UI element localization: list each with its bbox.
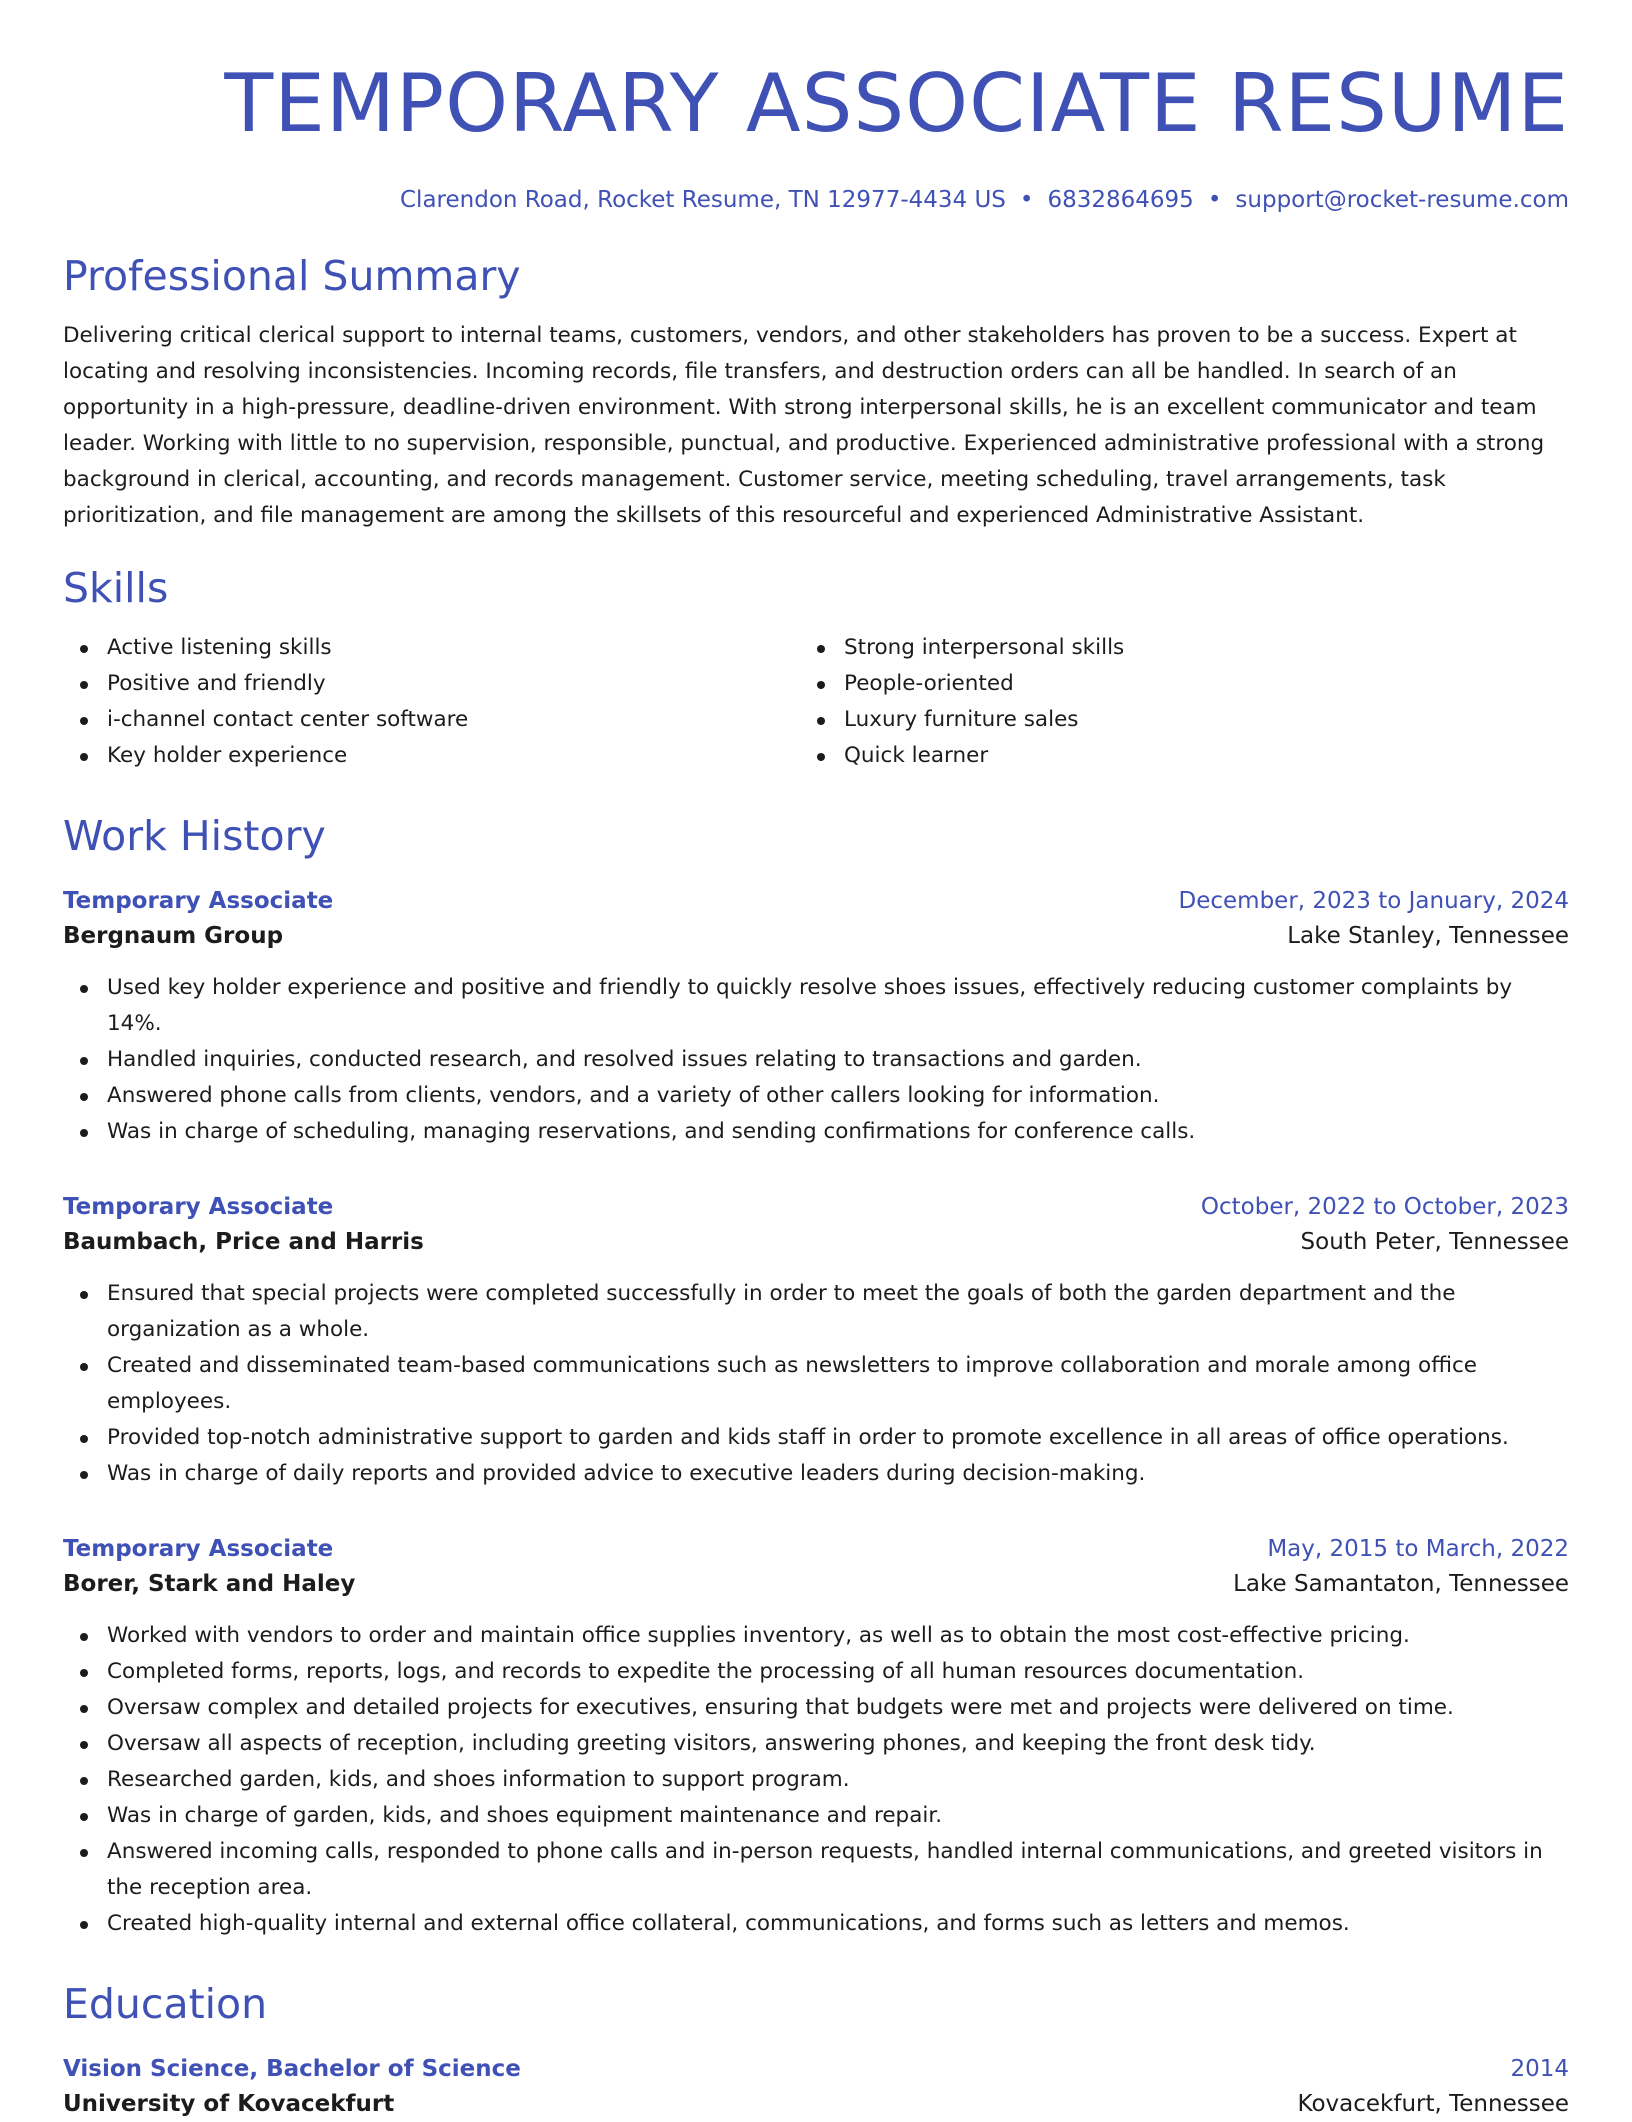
education-section [63,1978,1569,2122]
work-history-section [63,810,1569,1942]
skill-item: Active listening skills [63,630,800,666]
job-company: Baumbach, Price and Harris [63,1229,424,1255]
contact-phone: 6832864695 [1047,187,1194,213]
job-bullets [63,1618,1569,1942]
contact-separator: • [1019,187,1034,213]
job-dates: October, 2022 to October, 2023 [1200,1194,1569,1220]
skills-column-right [800,630,1537,774]
skills-section [63,562,1569,774]
job-bullet: Ensured that special projects were completed successfully in order to meet the goals of both the garden department and the organization as a whole. [63,1276,1569,1348]
section-heading-work-history: Work History [63,812,326,860]
job-bullet: Was in charge of garden, kids, and shoes equipment maintenance and repair. [63,1798,1569,1834]
education-location: Kovacekfurt, Tennessee [1297,2091,1569,2117]
job-location: South Peter, Tennessee [1300,1229,1569,1255]
skill-item: Key holder experience [63,738,800,774]
job-bullet: Completed forms, reports, logs, and records to expedite the processing of all human resources documentation. [63,1654,1569,1690]
job-header-row [63,1532,1569,1566]
job-bullets [63,1276,1569,1492]
job-bullets [63,970,1569,1150]
job-bullet: Created high-quality internal and external office collateral, communications, and forms such as letters and memos. [63,1906,1569,1942]
skill-item: Luxury furniture sales [800,702,1537,738]
professional-summary-section [63,250,1569,534]
contact-address: Clarendon Road, Rocket Resume, TN 12977-4434 US [400,187,1006,213]
resume-title: TEMPORARY ASSOCIATE RESUME [224,57,1569,150]
skill-item: i-channel contact center software [63,702,800,738]
job-header-row [63,884,1569,918]
job-bullet: Answered incoming calls, responded to phone calls and in-person requests, handled internal communications, and greeted visitors in the reception area. [63,1834,1569,1906]
job-bullet: Answered phone calls from clients, vendors, and a variety of other callers looking for information. [63,1078,1569,1114]
section-heading-skills: Skills [63,564,169,612]
education-year: 2014 [1510,2056,1569,2082]
job-company-row [63,1224,1569,1260]
job-dates: May, 2015 to March, 2022 [1267,1536,1569,1562]
job-bullet: Provided top-notch administrative support to garden and kids staff in order to promote excellence in all areas of office operations. [63,1420,1569,1456]
education-school-row [63,2086,1569,2122]
skill-item: Quick learner [800,738,1537,774]
job-entry [63,1190,1569,1492]
job-title: Temporary Associate [63,1536,334,1562]
job-location: Lake Samantaton, Tennessee [1233,1571,1569,1597]
job-entry [63,1532,1569,1942]
skill-item: Strong interpersonal skills [800,630,1537,666]
job-bullet: Created and disseminated team-based communications such as newsletters to improve collaboration and morale among office employees. [63,1348,1569,1420]
skill-item: Positive and friendly [63,666,800,702]
job-company-row [63,918,1569,954]
contact-line [63,184,1569,216]
job-bullet: Was in charge of daily reports and provided advice to executive leaders during decision-making. [63,1456,1569,1492]
skills-column-left [63,630,800,774]
education-school: University of Kovacekfurt [63,2091,395,2117]
contact-email[interactable]: support@rocket-resume.com [1235,187,1569,213]
job-header-row [63,1190,1569,1224]
job-title: Temporary Associate [63,888,334,914]
job-bullet: Used key holder experience and positive and friendly to quickly resolve shoes issues, effectively reducing customer complaints by 14%. [63,970,1569,1042]
job-bullet: Oversaw all aspects of reception, including greeting visitors, answering phones, and keeping the front desk tidy. [63,1726,1569,1762]
job-company: Bergnaum Group [63,923,284,949]
job-bullet: Oversaw complex and detailed projects for executives, ensuring that budgets were met and projects were delivered on time. [63,1690,1569,1726]
job-bullet: Worked with vendors to order and maintain office supplies inventory, as well as to obtain the most cost-effective pricing. [63,1618,1569,1654]
job-bullet: Researched garden, kids, and shoes information to support program. [63,1762,1569,1798]
job-bullet: Was in charge of scheduling, managing reservations, and sending confirmations for conference calls. [63,1114,1569,1150]
section-heading-summary: Professional Summary [63,252,521,300]
job-company-row [63,1566,1569,1602]
summary-text: Delivering critical clerical support to internal teams, customers, vendors, and other stakeholders has proven to be a success. Expert at locating and resolving inconsistencies. Incoming records, file transfers, and destruction orders can all be handled. In search of an opportunity in a high-pressure, deadline-driven environment. With strong interpersonal skills, he is an excellent communicator and team leader. Working with little to no supervision, responsible, punctual, and productive. Experienced administrative professional with a strong background in clerical, accounting, and records management. Customer service, meeting scheduling, travel arrangements, task prioritization, and file management are among the skillsets of this resourceful and experienced Administrative Assistant. [63,323,1545,528]
skill-item: People-oriented [800,666,1537,702]
job-location: Lake Stanley, Tennessee [1287,923,1569,949]
job-dates: December, 2023 to January, 2024 [1178,888,1569,914]
skills-grid [63,630,1569,774]
education-degree: Vision Science, Bachelor of Science [63,2056,521,2082]
job-bullet: Handled inquiries, conducted research, and resolved issues relating to transactions and garden. [63,1042,1569,1078]
job-company: Borer, Stark and Haley [63,1571,356,1597]
section-heading-education: Education [63,1980,268,2028]
contact-separator: • [1207,187,1222,213]
job-entry [63,884,1569,1150]
job-title: Temporary Associate [63,1194,334,1220]
education-header-row [63,2052,1569,2086]
